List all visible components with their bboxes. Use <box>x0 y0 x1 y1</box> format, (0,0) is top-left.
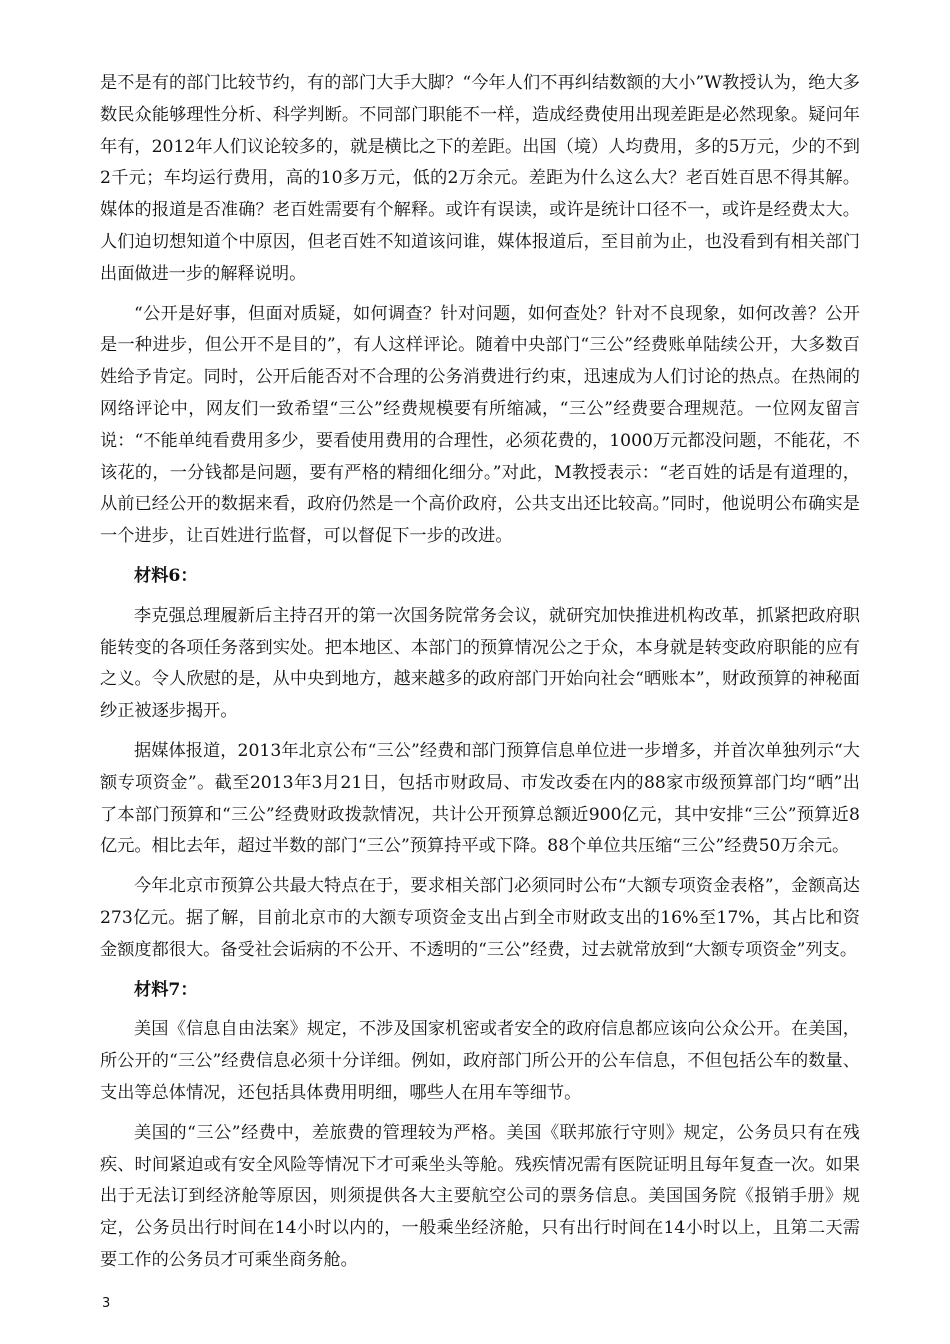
paragraph-4: 据媒体报道，2013年北京公布“三公”经费和部门预算信息单位进一步增多，并首次单独列示“大额专项资金”。截至2013年3月21日，包括市财政局、市发改委在内的88家市级预算部门均“晒”出了本部门预算和“三公”经费财政拨款情况，共计公开预算总额近900亿元，其中安排“三公”预算近8亿元。相比去年，超过半数的部门“三公”预算持平或下降。88个单位共压缩“三公”经费50万余元。 <box>100 740 860 857</box>
section-heading-material-7: 材料7： <box>134 979 198 1000</box>
document-body <box>100 68 860 1285</box>
page-number: 3 <box>102 1296 111 1311</box>
section-heading-material-6: 材料6： <box>134 565 198 586</box>
paragraph-2: “公开是好事，但面对质疑，如何调查？针对问题，如何查处？针对不良现象，如何改善？公开是一种进步，但公开不是目的”，有人这样评论。随着中央部门“三公”经费账单陆续公开，大多数百姓给予肯定。同时，公开后能否对不合理的公务消费进行约束，迅速成为人们讨论的热点。在热闹的网络评论中，网友们一致希望“三公”经费规模要有所缩减，“三公”经费要合理规范。一位网友留言说：“不能单纯看费用多少，要看使用费用的合理性，必须花费的，1000万元都没问题，不能花，不该花的，一分钱都是问题，要有严格的精细化细分。”对此，M教授表示：“老百姓的话是有道理的，从前已经公开的数据来看，政府仍然是一个高价政府，公共支出还比较高。”同时，他说明公布确实是一个进步，让百姓进行监督，可以督促下一步的改进。 <box>100 303 860 547</box>
paragraph-3: 李克强总理履新后主持召开的第一次国务院常务会议，就研究加快推进机构改革，抓紧把政府职能转变的各项任务落到实处。把本地区、本部门的预算情况公之于众，本身就是转变政府职能的应有之义。令人欣慰的是，从中央到地方，越来越多的政府部门开始向社会“晒账本”，财政预算的神秘面纱正被逐步揭开。 <box>100 605 860 722</box>
paragraph-7: 美国的“三公”经费中，差旅费的管理较为严格。美国《联邦旅行守则》规定，公务员只有在残疾、时间紧迫或有安全风险等情况下才可乘坐头等舱。残疾情况需有医院证明且每年复查一次。如果出于无法订到经济舱等原因，则须提供各大主要航空公司的票务信息。美国国务院《报销手册》规定，公务员出行时间在14小时以内的，一般乘坐经济舱，只有出行时间在14小时以上，且第二天需要工作的公务员才可乘坐商务舱。 <box>100 1122 860 1270</box>
paragraph-5: 今年北京市预算公共最大特点在于，要求相关部门必须同时公布“大额专项资金表格”，金额高达273亿元。据了解，目前北京市的大额专项资金支出占到全市财政支出的16%至17%，其占比和资金额度都很大。备受社会诟病的不公开、不透明的“三公”经费，过去就常放到“大额专项资金”列支。 <box>100 876 860 960</box>
paragraph-6: 美国《信息自由法案》规定，不涉及国家机密或者安全的政府信息都应该向公众公开。在美国，所公开的“三公”经费信息必须十分详细。例如，政府部门所公开的公车信息，不但包括公车的数量、支出等总体情况，还包括具体费用明细，哪些人在用车等细节。 <box>100 1019 860 1103</box>
paragraph-1: 是不是有的部门比较节约，有的部门大手大脚？“今年人们不再纠结数额的大小”W教授认为，绝大多数民众能够理性分析、科学判断。不同部门职能不一样，造成经费使用出现差距是必然现象。疑问年年有，2012年人们议论较多的，就是横比之下的差距。出国（境）人均费用，多的5万元，少的不到2千元；车均运行费用，高的10多万元，低的2万余元。差距为什么这么大？老百姓百思不得其解。媒体的报道是否准确？老百姓需要有个解释。或许有误读，或许是统计口径不一，或许是经费太大。人们迫切想知道个中原因，但老百姓不知道该问谁，媒体报道后，至目前为止，也没看到有相关部门出面做进一步的解释说明。 <box>100 73 860 284</box>
